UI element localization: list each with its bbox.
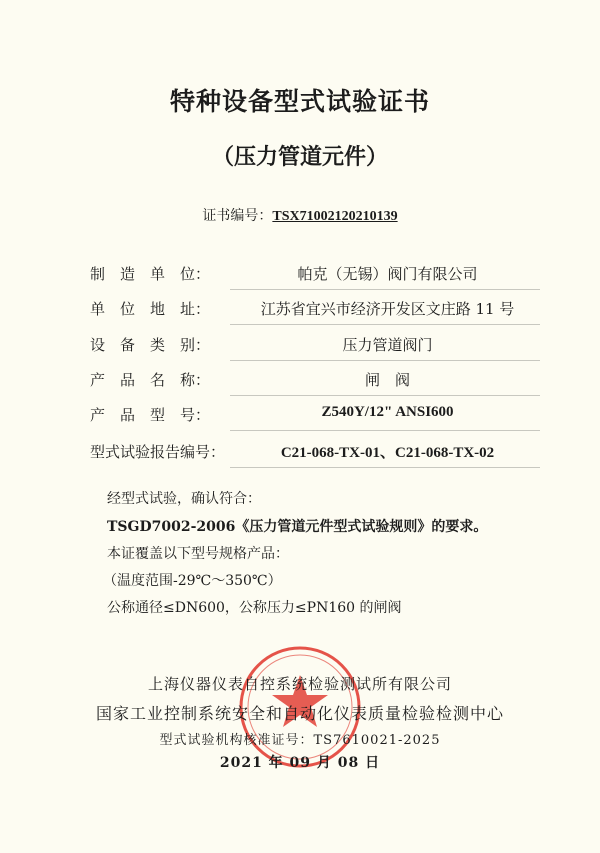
field-row bbox=[90, 263, 540, 293]
field-label-char: 称： bbox=[179, 371, 210, 389]
field-value: 闸 阀 bbox=[364, 371, 410, 389]
body-line: （温度范围-29℃～350℃） bbox=[103, 573, 282, 589]
field-underline bbox=[230, 289, 540, 290]
field-row bbox=[90, 298, 540, 328]
field-label-char: 位： bbox=[179, 265, 210, 283]
issuer-name: 上海仪器仪表自控系统检验测试所有限公司 bbox=[147, 675, 452, 693]
field-row bbox=[90, 404, 540, 434]
certificate-number bbox=[0, 205, 600, 225]
field-underline bbox=[230, 430, 540, 431]
body-line: 公称通径≤DN600，公称压力≤PN160 的闸阀 bbox=[107, 600, 402, 616]
field-row bbox=[90, 334, 540, 364]
field-label bbox=[90, 369, 210, 390]
issuer-center: 国家工业控制系统安全和自动化仪表质量检验检测中心 bbox=[95, 704, 504, 723]
field-value: 江苏省宜兴市经济开发区文庄路 11 号 bbox=[260, 300, 515, 318]
field-row bbox=[90, 369, 540, 399]
field-value: 压力管道阀门 bbox=[342, 336, 433, 354]
field-label-char: 制 bbox=[90, 265, 106, 283]
field-label-char: 位 bbox=[119, 300, 135, 318]
certificate-title: 特种设备型式试验证书 bbox=[169, 87, 430, 116]
field-label-char: 类 bbox=[149, 336, 165, 354]
certificate-number-label: 证书编号： bbox=[202, 208, 273, 224]
field-label-char: 单 bbox=[149, 265, 165, 283]
field-label-char: 品 bbox=[119, 406, 135, 424]
issue-date: 2021 年 09 月 08 日 bbox=[219, 755, 381, 771]
field-label-char: 单 bbox=[90, 300, 106, 318]
field-label-char: 型 bbox=[149, 406, 165, 424]
field-label-char: 产 bbox=[90, 371, 106, 389]
field-label-char: 型式试验报告编号： bbox=[90, 443, 226, 461]
field-underline bbox=[230, 324, 540, 325]
field-label-char: 号： bbox=[179, 406, 210, 424]
body-line: TSGD7002-2006《压力管道元件型式试验规则》的要求。 bbox=[107, 519, 488, 535]
field-row bbox=[90, 441, 540, 471]
field-label-char: 品 bbox=[119, 371, 135, 389]
field-underline bbox=[230, 360, 540, 361]
field-value: C21-068-TX-01、C21-068-TX-02 bbox=[280, 445, 495, 461]
field-label bbox=[90, 334, 210, 355]
field-underline bbox=[230, 395, 540, 396]
body-line: 经型式试验，确认符合： bbox=[107, 491, 261, 507]
approval-number: 型式试验机构核准证号：TS7610021-2025 bbox=[159, 733, 441, 748]
field-label bbox=[90, 441, 226, 462]
field-label bbox=[90, 298, 210, 319]
field-label-char: 造 bbox=[119, 265, 135, 283]
body-line: 本证覆盖以下型号规格产品： bbox=[107, 546, 289, 562]
field-label-char: 别： bbox=[179, 336, 210, 354]
field-label-char: 地 bbox=[149, 300, 165, 318]
field-label bbox=[90, 263, 210, 284]
field-label-char: 名 bbox=[149, 371, 165, 389]
field-label-char: 址： bbox=[179, 300, 210, 318]
certificate-number-value: TSX71002120210139 bbox=[272, 209, 398, 224]
field-label-char: 产 bbox=[90, 406, 106, 424]
field-label-char: 备 bbox=[119, 336, 135, 354]
field-label-char: 设 bbox=[90, 336, 106, 354]
field-underline bbox=[230, 467, 540, 468]
field-value: 帕克（无锡）阀门有限公司 bbox=[297, 265, 478, 283]
field-value: Z540Y/12" ANSI600 bbox=[321, 404, 454, 420]
certificate-subtitle: （压力管道元件） bbox=[211, 144, 388, 170]
field-label bbox=[90, 404, 210, 425]
